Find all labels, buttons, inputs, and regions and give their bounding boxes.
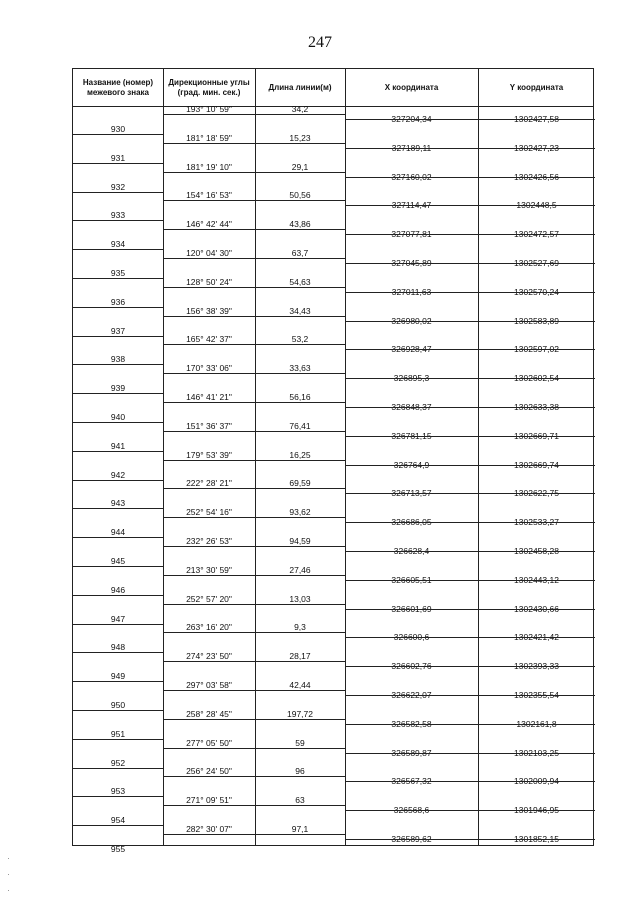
x-coordinate: 327045,89: [391, 258, 432, 268]
x-coordinate: 326628,4: [393, 546, 430, 556]
point-name-underline: [73, 336, 163, 337]
point-name: 935: [110, 268, 126, 278]
y-coordinate: 1302533,27: [514, 517, 559, 528]
x-coordinate: 326605,51: [391, 574, 432, 585]
point-name: 936: [110, 296, 126, 307]
direction-angle: 146° 42' 44": [186, 219, 232, 230]
direction-angle: 277° 05' 50": [186, 737, 232, 748]
coord-underline: [345, 724, 595, 725]
header-name: Название (номер) межевого знака: [82, 78, 154, 97]
coord-underline: [345, 465, 595, 466]
point-name-underline: [73, 480, 163, 481]
segment-underline: [163, 604, 345, 605]
y-coordinate: 1302427,23: [514, 142, 559, 153]
y-coordinate: 1302633,38: [514, 402, 559, 412]
direction-angle: 151° 36' 37": [186, 420, 232, 431]
point-name: 937: [110, 325, 126, 336]
point-name: 933: [110, 210, 126, 221]
line-length: 63: [295, 795, 305, 806]
point-name-underline: [73, 134, 163, 135]
line-length: 76,41: [289, 420, 311, 431]
y-coordinate: 1302161,8: [516, 718, 557, 729]
direction-angle: 271° 09' 51": [186, 795, 232, 806]
header-x: X координата: [384, 82, 439, 92]
point-name-underline: [73, 307, 163, 308]
line-length: 54,63: [289, 276, 311, 287]
point-name: 930: [110, 124, 126, 134]
point-name: 945: [110, 556, 126, 566]
x-coordinate: 326848,37: [391, 402, 432, 412]
coord-underline: [345, 407, 595, 408]
y-coordinate: 1302669,74: [514, 459, 559, 470]
segment-underline: [163, 575, 345, 576]
point-name: 932: [110, 181, 126, 192]
coord-underline: [345, 205, 595, 206]
segment-underline: [163, 258, 345, 259]
direction-angle: 252° 57' 20": [186, 593, 232, 604]
line-length: 13,03: [289, 593, 311, 604]
point-name-underline: [73, 422, 163, 423]
point-name: 954: [110, 815, 126, 826]
line-length: 96: [295, 766, 305, 777]
x-coordinate: 326589,87: [391, 747, 432, 758]
segment-underline: [163, 719, 345, 720]
segment-underline: [163, 200, 345, 201]
direction-angle: 128° 50' 24": [186, 276, 232, 287]
segment-underline: [163, 661, 345, 662]
x-coordinate: 326928,47: [391, 344, 432, 355]
point-name: 947: [110, 613, 126, 624]
direction-angle: 232° 26' 53": [186, 536, 232, 546]
direction-angle: 297° 03' 58": [186, 680, 232, 690]
coord-underline: [345, 609, 595, 610]
y-coordinate: 1301852,15: [514, 834, 559, 844]
y-coordinate: 1302597,02: [514, 344, 559, 355]
direction-angle: 179° 53' 39": [186, 449, 232, 460]
segment-underline: [163, 834, 345, 835]
x-coordinate: 326895,3: [393, 373, 430, 384]
x-coordinate: 326686,05: [391, 517, 432, 528]
coord-underline: [345, 119, 595, 120]
point-name-underline: [73, 163, 163, 164]
x-coordinate: 327077,81: [391, 229, 432, 240]
point-name: 955: [110, 844, 126, 854]
line-length: 9,3: [294, 622, 306, 633]
segment-underline: [163, 316, 345, 317]
line-length: 97,1: [291, 824, 309, 834]
point-name-underline: [73, 278, 163, 279]
direction-angle: 222° 28' 21": [186, 478, 232, 489]
y-coordinate: 1302393,33: [514, 661, 559, 672]
x-coordinate: 327189,11: [391, 142, 432, 153]
line-length: 50,56: [289, 190, 311, 201]
coord-underline: [345, 810, 595, 811]
point-name: 943: [110, 498, 126, 509]
point-name-underline: [73, 249, 163, 250]
line-length: 29,1: [291, 161, 309, 172]
y-coordinate: 1301946,95: [514, 805, 559, 816]
point-name-underline: [73, 595, 163, 596]
point-name: 952: [110, 757, 126, 768]
line-length: 34,2: [291, 104, 309, 114]
segment-underline: [163, 287, 345, 288]
scan-mark: [8, 890, 9, 891]
segment-underline: [163, 402, 345, 403]
y-coordinate: 1302430,66: [514, 603, 559, 614]
coord-underline: [345, 349, 595, 350]
coord-underline: [345, 292, 595, 293]
y-coordinate: 1302669,71: [514, 430, 559, 441]
coord-underline: [345, 148, 595, 149]
y-coordinate: 1302355,54: [514, 690, 559, 700]
point-name: 949: [110, 671, 126, 682]
coord-underline: [345, 234, 595, 235]
segment-underline: [163, 344, 345, 345]
segment-underline: [163, 431, 345, 432]
point-name: 942: [110, 469, 126, 480]
segment-underline: [163, 517, 345, 518]
line-length: 15,23: [289, 132, 311, 143]
header-y: Y координата: [509, 82, 564, 92]
direction-angle: 193° 10' 59": [186, 104, 232, 114]
direction-angle: 181° 19' 10": [186, 161, 232, 172]
coord-underline: [345, 177, 595, 178]
x-coordinate: 326980,02: [391, 315, 432, 326]
line-length: 69,59: [289, 478, 311, 489]
coordinates-table: [72, 68, 594, 854]
header-length: Длина линии(м): [268, 82, 332, 92]
line-length: 16,25: [289, 449, 311, 460]
point-name: 940: [110, 412, 126, 422]
coord-underline: [345, 436, 595, 437]
direction-angle: 120° 04' 30": [186, 248, 232, 258]
coord-underline: [345, 839, 595, 840]
y-coordinate: 1302103,25: [514, 747, 559, 758]
point-name: 946: [110, 584, 126, 595]
coord-underline: [345, 551, 595, 552]
coord-underline: [345, 753, 595, 754]
x-coordinate: 326600,6: [393, 632, 430, 643]
coord-underline: [345, 637, 595, 638]
point-name-underline: [73, 652, 163, 653]
point-name-underline: [73, 681, 163, 682]
direction-angle: 213° 30' 59": [186, 564, 232, 575]
y-coordinate: 1302602,54: [514, 373, 559, 384]
x-coordinate: 326589,62: [391, 834, 432, 844]
line-length: 42,44: [289, 680, 311, 690]
x-coordinate: 326601,69: [391, 603, 432, 614]
coord-underline: [345, 781, 595, 782]
line-length: 27,46: [289, 564, 311, 575]
y-coordinate: 1302458,28: [514, 546, 559, 556]
line-length: 59: [295, 737, 305, 748]
y-coordinate: 1302421,42: [514, 632, 559, 643]
line-length: 197,72: [287, 708, 313, 719]
direction-angle: 256° 24' 50": [186, 766, 232, 777]
direction-angle: 252° 54' 16": [186, 507, 232, 518]
line-length: 93,62: [289, 507, 311, 518]
line-length: 33,63: [289, 363, 311, 374]
direction-angle: 181° 18' 59": [186, 132, 232, 143]
x-coordinate: 326622,07: [391, 690, 432, 700]
line-length: 63,7: [291, 248, 309, 258]
direction-angle: 258° 28' 45": [186, 708, 232, 719]
segment-underline: [163, 776, 345, 777]
coord-underline: [345, 666, 595, 667]
x-coordinate: 326781,15: [391, 430, 432, 441]
scan-mark: [8, 858, 9, 859]
segment-underline: [163, 632, 345, 633]
page-number: 247: [308, 34, 332, 51]
point-name: 950: [110, 700, 126, 710]
point-name: 948: [110, 642, 126, 653]
segment-underline: [163, 805, 345, 806]
coord-underline: [345, 321, 595, 322]
coord-underline: [345, 493, 595, 494]
segment-underline: [163, 460, 345, 461]
point-name: 931: [110, 152, 126, 163]
y-coordinate: 1302443,12: [514, 574, 559, 585]
point-name: 951: [110, 728, 126, 739]
line-length: 94,59: [289, 536, 311, 546]
direction-angle: 282° 30' 07": [186, 824, 232, 834]
point-name-underline: [73, 796, 163, 797]
y-coordinate: 1302009,94: [514, 776, 559, 787]
point-name: 953: [110, 786, 126, 797]
segment-underline: [163, 143, 345, 144]
coord-underline: [345, 378, 595, 379]
y-coordinate: 1302583,89: [514, 315, 559, 326]
direction-angle: 154° 16' 53": [186, 190, 232, 201]
segment-underline: [163, 229, 345, 230]
y-coordinate: 1302427,58: [514, 114, 559, 124]
direction-angle: 146° 41' 21": [186, 392, 232, 402]
coord-underline: [345, 522, 595, 523]
segment-underline: [163, 488, 345, 489]
segment-underline: [163, 172, 345, 173]
x-coordinate: 327011,63: [391, 286, 432, 297]
segment-underline: [163, 373, 345, 374]
point-name-underline: [73, 710, 163, 711]
line-length: 43,86: [289, 219, 311, 230]
coord-underline: [345, 263, 595, 264]
point-name-underline: [73, 537, 163, 538]
x-coordinate: 327114,47: [391, 200, 432, 211]
x-coordinate: 327160,02: [391, 171, 432, 182]
y-coordinate: 1302448,5: [516, 200, 557, 211]
y-coordinate: 1302622,75: [514, 488, 559, 499]
x-coordinate: 327204,34: [391, 114, 432, 124]
point-name: 941: [110, 440, 126, 451]
x-coordinate: 326582,58: [391, 718, 432, 729]
point-name-underline: [73, 364, 163, 365]
coord-underline: [345, 695, 595, 696]
line-length: 53,2: [291, 334, 309, 345]
point-name-underline: [73, 220, 163, 221]
direction-angle: 165° 42' 37": [186, 334, 232, 345]
x-coordinate: 326567,32: [391, 776, 432, 787]
direction-angle: 170° 33' 06": [186, 363, 232, 374]
point-name: 944: [110, 527, 126, 538]
y-coordinate: 1302472,57: [514, 229, 559, 240]
segment-underline: [163, 546, 345, 547]
point-name-underline: [73, 508, 163, 509]
point-name: 934: [110, 239, 126, 250]
direction-angle: 156° 38' 39": [186, 305, 232, 316]
x-coordinate: 326764,9: [393, 459, 430, 470]
x-coordinate: 326602,76: [391, 661, 432, 672]
point-name-underline: [73, 739, 163, 740]
point-name: 939: [110, 383, 126, 394]
line-length: 56,16: [289, 392, 311, 402]
point-name: 938: [110, 354, 126, 365]
point-name-underline: [73, 768, 163, 769]
x-coordinate: 326713,57: [391, 488, 432, 499]
coord-underline: [345, 580, 595, 581]
y-coordinate: 1302527,69: [514, 258, 559, 268]
segment-underline: [163, 748, 345, 749]
scan-mark: [8, 874, 9, 875]
y-coordinate: 1302570,24: [514, 286, 559, 297]
x-coordinate: 326568,6: [393, 805, 430, 816]
point-name-underline: [73, 624, 163, 625]
point-name-underline: [73, 393, 163, 394]
segment-underline: [163, 690, 345, 691]
segment-underline: [163, 114, 345, 115]
point-name-underline: [73, 451, 163, 452]
point-name-underline: [73, 825, 163, 826]
point-name-underline: [73, 192, 163, 193]
point-name-underline: [73, 566, 163, 567]
line-length: 28,17: [289, 651, 311, 662]
header-angle: Дирекционные углы (град. мин. сек.): [168, 78, 250, 97]
direction-angle: 274° 23' 50": [186, 651, 232, 662]
y-coordinate: 1302426,56: [514, 171, 559, 182]
line-length: 34,43: [289, 305, 311, 316]
direction-angle: 263° 16' 20": [186, 622, 232, 633]
